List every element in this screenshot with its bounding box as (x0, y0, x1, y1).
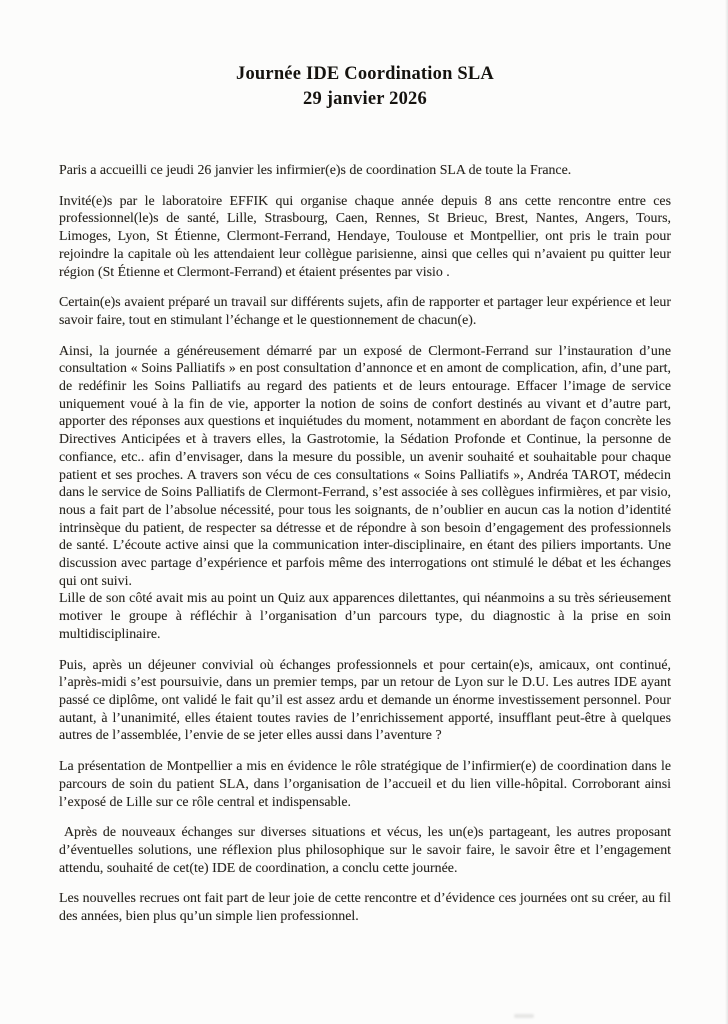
document-content (59, 62, 671, 939)
document-title-line: Journée IDE Coordination SLA (236, 64, 494, 84)
document-date-line: 29 janvier 2026 (303, 89, 427, 109)
paragraph-intro: Paris a accueilli ce jeudi 26 janvier les infirmier(e)s de coordination SLA de toute la France. (59, 163, 572, 178)
paragraph-preparation: Certain(e)s avaient préparé un travail sur différents sujets, afin de rapporter et partager leur expérience et leur savoir faire, tout en stimulant l’échange et le questionnement de chacun(e). (59, 295, 671, 328)
document-title (59, 62, 671, 112)
paragraph-conclusion: Après de nouveaux échanges sur diverses situations et vécus, les un(e)s partageant, les autres proposant d’éventuelles solutions, une réflexion plus philosophique sur le savoir faire, le savoir être et l’engagement attendu, souhaité de cet(te) IDE de coordination, a conclu cette journée. (59, 825, 671, 876)
paragraph-montpellier: La présentation de Montpellier a mis en évidence le rôle stratégique de l’infirmier(e) de coordination dans le parcours de soin du patient SLA, dans l’organisation de l’accueil et du lien ville-hôpital. Corroborant ainsi l’exposé de Lille sur ce rôle central et indispensable. (59, 759, 671, 810)
scan-smudge-artifact (514, 1014, 534, 1018)
paragraph-lille-quiz: Lille de son côté avait mis au point un Quiz aux apparences dilettantes, qui néanmoins a su très sérieusement motiver le groupe à réfléchir à l’organisation d’un parcours type, du diagnostic à la prise en soin multidisciplinaire. (59, 591, 671, 642)
paragraph-recrues: Les nouvelles recrues ont fait part de leur joie de cette rencontre et d’évidence ces journées ont su créer, au fil des années, bien plus qu’un simple lien professionnel. (59, 891, 671, 925)
paragraph-dejeuner: Puis, après un déjeuner convivial où échanges professionnels et pour certain(e)s, amicaux, ont continué, l’après-midi s’est poursuivie, dans un premier temps, par un retour de Lyon sur le D.U. Les autres IDE ayant passé ce diplôme, ont validé le fait qu’il est assez ardu et demande un énorme investissement personnel. Pour autant, à l’unanimité, elles étaient toutes ravies de l’enrichissement apporté, insufflant peut-être à quelques autres de l’assemblée, l’envie de se jeter elles aussi dans l’aventure ? (59, 657, 671, 744)
document-body (59, 162, 671, 926)
paragraph-soins-palliatifs: Ainsi, la journée a généreusement démarré par un exposé de Clermont-Ferrand sur l’instauration d’une consultation « Soins Palliatifs » en post consultation d’annonce et en amont de complication, afin, d’une part, de redéfinir les Soins Palliatifs au regard des patients et de leurs entourage. Effacer l’image de service uniquement voué à la fin de vie, apporter la notion de soins de confort destinés au vivant et d’autre part, apporter des réponses aux questions et inquiétudes du moment, notamment en abordant de façon concrète les Directives Anticipées et à travers elles, la Gastrotomie, la Sédation Profonde et Continue, la personne de confiance, etc.. afin d’envisager, dans la mesure du possible, un avenir souhaité et souhaitable pour chaque patient et ses proches. A travers son vécu de ces consultations « Soins Palliatifs », Andréa TAROT, médecin dans le service de Soins Palliatifs de Clermont-Ferrand, s’est associée à ses collègues infirmières, et par visio, nous a fait part de l’absolue nécessité, pour tous les soignants, de n’oublier en aucun cas la notion d’identité intrinsèque du patient, de respecter sa détresse et de répondre à son besoin d’engagement des professionnels de santé. L’écoute active ainsi que la communication inter-disciplinaire, en étant des piliers importants. Une discussion avec partage d’expérience et parfois même des interrogations ont stimulé le débat et les échanges qui ont suivi. (59, 343, 671, 589)
paragraph-invitation: Invité(e)s par le laboratoire EFFIK qui organise chaque année depuis 8 ans cette rencontre entre ces professionnel(le)s de santé, Lille, Strasbourg, Caen, Rennes, St Brieuc, Brest, Nantes, Angers, Tours, Limoges, Lyon, St Étienne, Clermont-Ferrand, Hendaye, Toulouse et Montpellier, ont pris le train pour rejoindre la capitale où les attendaient leur collègue parisienne, ainsi que celles qui n’avaient pu quitter leur région (St Étienne et Clermont-Ferrand) et étaient présentes par visio . (59, 193, 671, 280)
